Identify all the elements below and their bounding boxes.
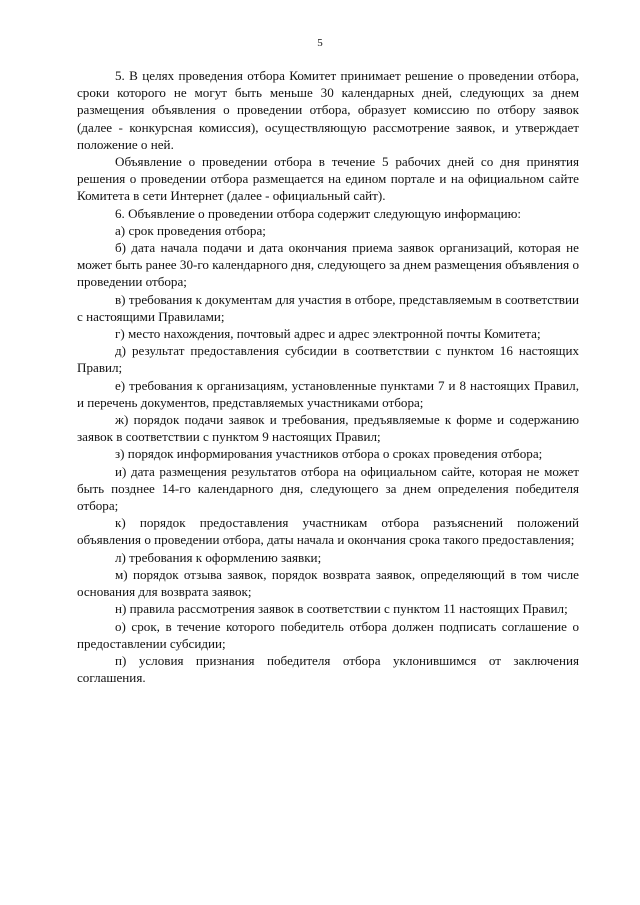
list-item: в) требования к документам для участия в отборе, представляемым в соответствии с настоящими Правилами; [77,291,579,324]
page-number: 5 [317,37,323,49]
list-item: ж) порядок подачи заявок и требования, предъявляемые к форме и содержанию заявок в соответствии с пунктом 9 настоящих Правил; [77,412,579,445]
paragraph: 6. Объявление о проведении отбора содержит следующую информацию: [115,205,522,221]
document-body [77,67,579,686]
list-item: д) результат предоставления субсидии в соответствии с пунктом 16 настоящих Правил; [77,343,579,376]
list-item: з) порядок информирования участников отбора о сроках проведения отбора; [115,446,543,462]
list-item: е) требования к организациям, установленные пунктами 7 и 8 настоящих Правил, и перечень документов, представляемых участниками отбора; [77,377,579,410]
list-item: а) срок проведения отбора; [115,222,266,238]
list-item: м) порядок отзыва заявок, порядок возврата заявок, определяющий в том числе основания для возврата заявок; [77,566,579,600]
paragraph: 5. В целях проведения отбора Комитет принимает решение о проведении отбора, сроки которого не могут быть меньше 30 календарных дней, следующих за днем размещения объявления о проведении отбора, образует комиссию по отбору заявок (далее - конкурсная комиссия), осуществляющую рассмотрение заявок, и утверждает положение о ней. [77,68,579,152]
paragraph: Объявление о проведении отбора в течение 5 рабочих дней со дня принятия решения о проведении отбора размещается на едином портале и на официальном сайте Комитета в сети Интернет (далее - официальный сайт). [77,154,579,204]
list-item: о) срок, в течение которого победитель отбора должен подписать соглашение о предоставлении субсидии; [77,618,579,651]
list-item: н) правила рассмотрения заявок в соответствии с пунктом 11 настоящих Правил; [115,601,568,617]
list-item: г) место нахождения, почтовый адрес и адрес электронной почты Комитета; [115,326,541,342]
list-item: б) дата начала подачи и дата окончания приема заявок организаций, которая не может быть ранее 30-го календарного дня, следующего за днем размещения объявления о проведении отбора; [77,240,579,290]
list-item: и) дата размещения результатов отбора на официальном сайте, которая не может быть позднее 14-го календарного дня, следующего за днем определения победителя отбора; [77,463,579,514]
list-item: л) требования к оформлению заявки; [115,549,322,565]
list-item: к) порядок предоставления участникам отбора разъяснений положений объявления о проведении отбора, даты начала и окончания срока такого предоставления; [77,515,579,548]
list-item: п) условия признания победителя отбора уклонившимся от заключения соглашения. [77,652,579,686]
